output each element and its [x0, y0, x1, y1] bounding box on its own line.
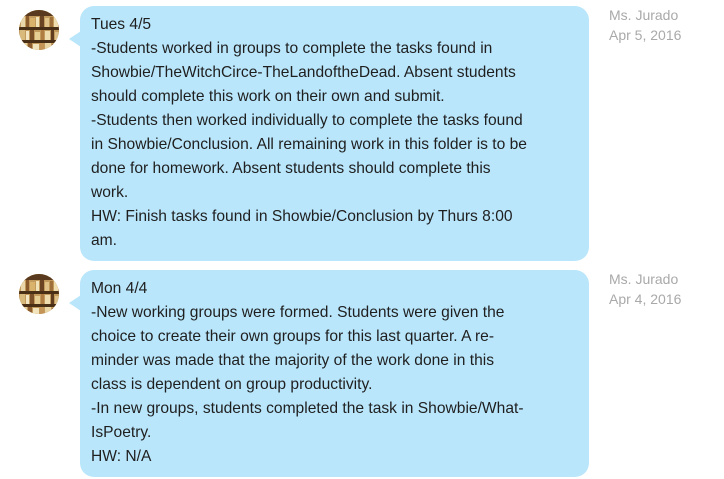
bookshelf-avatar-icon [19, 274, 59, 314]
message-text-line: class is dependent on group productivity. [91, 376, 373, 393]
message-author: Ms. Jurado [609, 7, 679, 23]
message-text-line: -New working groups were formed. Students were given the [91, 304, 505, 321]
bookshelf-avatar-icon [19, 10, 59, 50]
message-date: Apr 4, 2016 [609, 290, 682, 307]
message-text-line: minder was made that the majority of the work done in this [91, 352, 495, 369]
message-text-line: choice to create their own groups for this last quarter. A re- [91, 328, 495, 345]
message-text-line: Showbie/TheWitchCirce-TheLandoftheDead. Absent students [91, 64, 516, 81]
message-text-line: -Students worked in groups to complete the tasks found in [91, 40, 493, 57]
message-date: Apr 5, 2016 [609, 26, 682, 43]
message-text-line: HW: N/A [91, 448, 152, 465]
message-text-line: am. [91, 232, 117, 249]
message-meta [609, 270, 681, 309]
message-author: Ms. Jurado [609, 271, 679, 287]
message-meta [609, 6, 681, 45]
message-text-line: done for homework. Absent students should complete this [91, 160, 491, 177]
message-item [0, 270, 724, 472]
message-heading: Mon 4/4 [91, 280, 148, 297]
message-text-line: -Students then worked individually to complete the tasks found [91, 112, 523, 129]
message-heading: Tues 4/5 [91, 16, 152, 33]
message-text-line: -In new groups, students completed the task in Showbie/What- [91, 400, 524, 417]
message-text-line: should complete this work on their own and submit. [91, 88, 445, 105]
message-text-line: work. [91, 184, 129, 201]
message-text-line: in Showbie/Conclusion. All remaining work in this folder is to be [91, 136, 527, 153]
message-text-line: IsPoetry. [91, 424, 152, 441]
message-text-line: HW: Finish tasks found in Showbie/Conclusion by Thurs 8:00 [91, 208, 513, 225]
message-bubble [80, 270, 589, 477]
message-item [0, 6, 724, 258]
message-bubble [80, 6, 589, 261]
